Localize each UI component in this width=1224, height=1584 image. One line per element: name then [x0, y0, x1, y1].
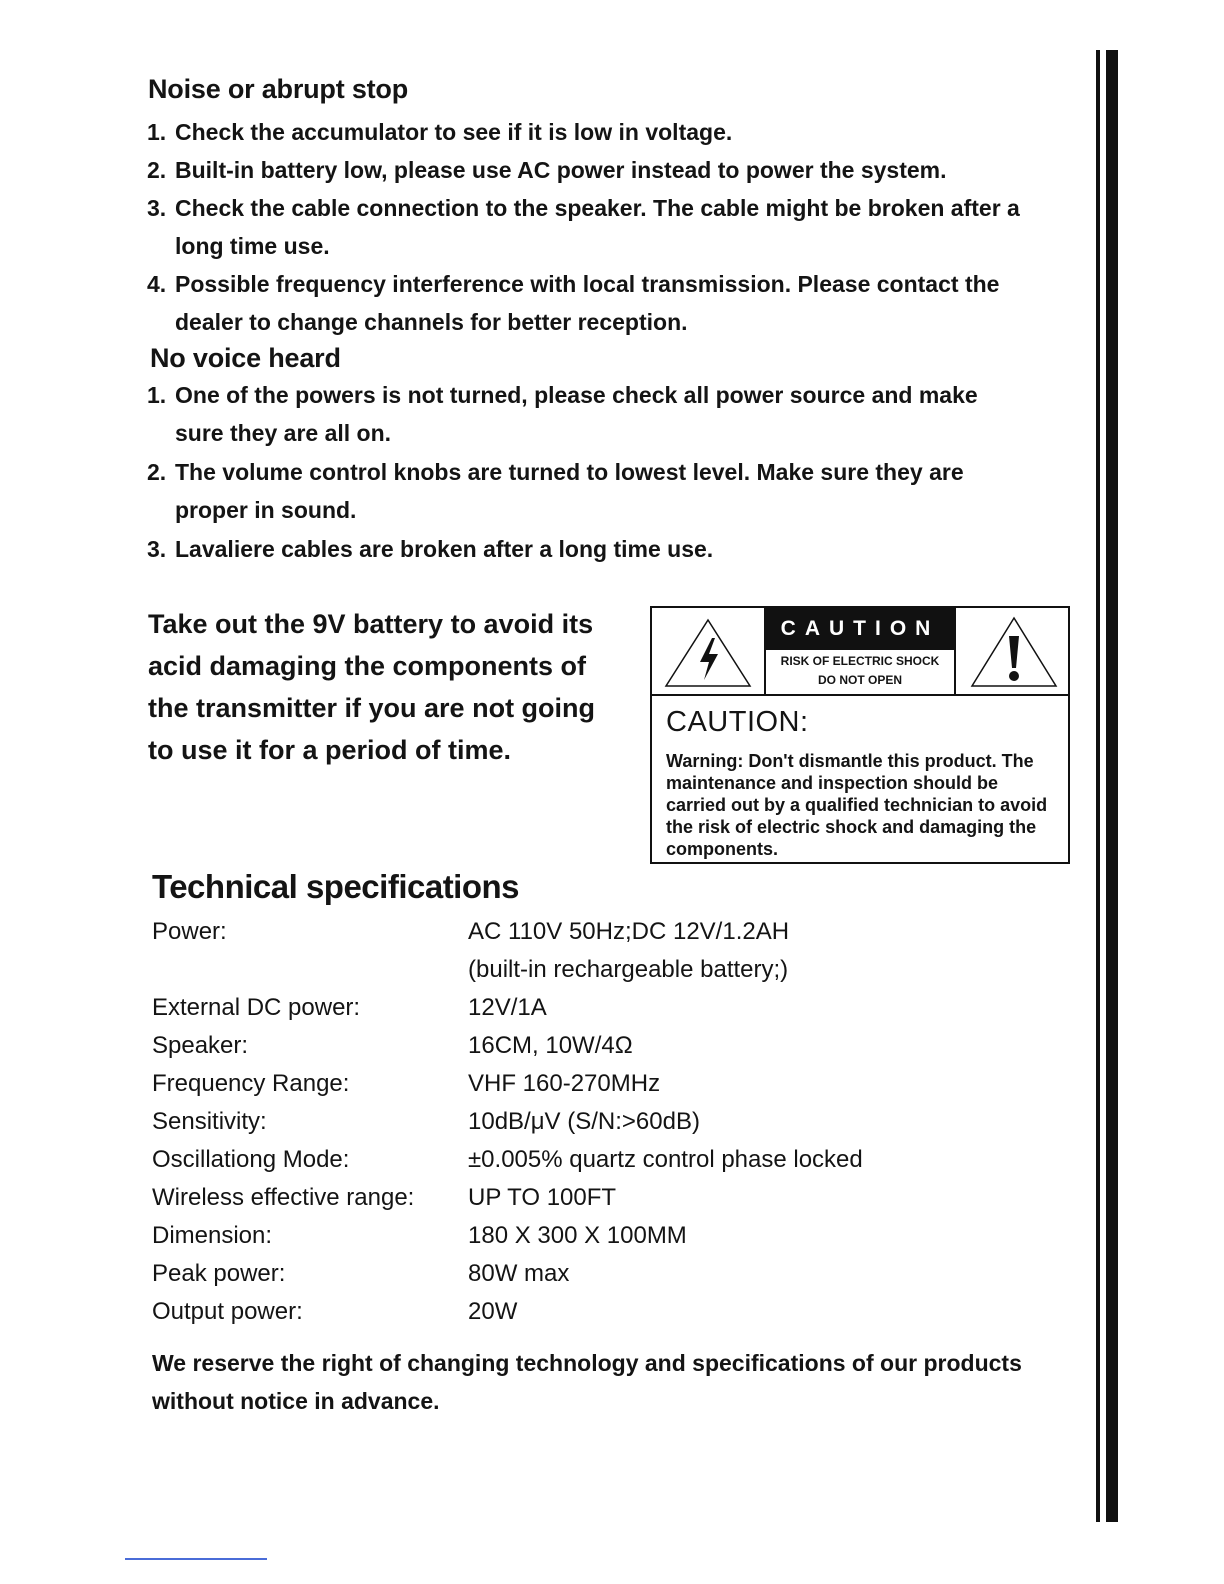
- list-item: [147, 189, 1087, 265]
- spec-label: Dimension:: [152, 1222, 273, 1249]
- footer-line: We reserve the right of changing technology and specifications of our products: [152, 1350, 1022, 1376]
- list-text: The volume control knobs are turned to lowest level. Make sure they are: [175, 459, 964, 485]
- list-number: 1.: [147, 119, 167, 145]
- caution-mid-cell: [766, 608, 956, 694]
- spec-value: VHF 160-270MHz: [468, 1070, 661, 1097]
- caution-warning-text: Warning: Don't dismantle this product. The maintenance and inspection should be carried out by a qualified technician to avoid the risk of electric shock and damaging the components.: [666, 751, 1048, 859]
- caution-sub-line: RISK OF ELECTRIC SHOCK: [780, 654, 940, 668]
- spec-label: Speaker:: [152, 1032, 249, 1059]
- footer-notice: [152, 1344, 1082, 1420]
- heading-no-voice: No voice heard: [150, 343, 341, 373]
- electric-shock-warning-icon: [652, 608, 764, 694]
- spec-value: ±0.005% quartz control phase locked: [468, 1146, 863, 1173]
- list-number: 2.: [147, 157, 167, 183]
- battery-note-line: to use it for a period of time.: [148, 735, 512, 765]
- battery-note-line: Take out the 9V battery to avoid its: [148, 609, 594, 639]
- list-text-continued: long time use.: [175, 233, 330, 259]
- caution-left-cell: [652, 608, 766, 694]
- list-item: [147, 265, 1087, 341]
- list-text: Built-in battery low, please use AC power instead to power the system.: [175, 157, 947, 183]
- list-text-continued: sure they are all on.: [175, 420, 392, 446]
- spec-value: 20W: [468, 1298, 518, 1325]
- spec-value: UP TO 100FT: [468, 1184, 617, 1211]
- list-number: 3.: [147, 536, 167, 562]
- list-item: [147, 113, 1087, 151]
- list-text: Check the cable connection to the speaker. The cable might be broken after a: [175, 195, 1020, 221]
- list-item: [147, 530, 1087, 568]
- list-number: 3.: [147, 195, 167, 221]
- caution-band: CAUTION: [766, 608, 954, 650]
- spec-label: Output power:: [152, 1298, 303, 1325]
- spec-label: Oscillationg Mode:: [152, 1146, 350, 1173]
- battery-note-line: the transmitter if you are not going: [148, 693, 596, 723]
- spec-label: Peak power:: [152, 1260, 286, 1287]
- heading-noise: Noise or abrupt stop: [148, 74, 409, 104]
- list-text: One of the powers is not turned, please check all power source and make: [175, 382, 978, 408]
- list-text-continued: proper in sound.: [175, 497, 357, 523]
- exclamation-warning-icon: [956, 608, 1068, 694]
- caution-sub-line: DO NOT OPEN: [817, 673, 902, 687]
- spec-label: Wireless effective range:: [152, 1184, 415, 1211]
- spec-value: 12V/1A: [468, 994, 547, 1021]
- caution-right-cell: [956, 608, 1068, 694]
- spec-value: 80W max: [468, 1260, 570, 1287]
- spec-value: 180 X 300 X 100MM: [468, 1222, 687, 1249]
- spec-value: 10dB/μV (S/N:>60dB): [468, 1108, 700, 1135]
- list-item: [147, 376, 1087, 452]
- caution-title: CAUTION:: [666, 706, 809, 738]
- list-item: [147, 151, 1087, 189]
- battery-note-line: acid damaging the components of: [148, 651, 587, 681]
- spec-value: AC 110V 50Hz;DC 12V/1.2AH: [468, 918, 790, 945]
- page-edge-bar-thin: [1096, 50, 1100, 1522]
- caution-label-strip: [652, 608, 1068, 696]
- bottom-rule: [125, 1558, 267, 1560]
- list-number: 4.: [147, 271, 167, 297]
- list-text-continued: dealer to change channels for better reception.: [175, 309, 688, 335]
- specs-title: Technical specifications: [152, 868, 520, 905]
- list-number: 2.: [147, 459, 167, 485]
- list-number: 1.: [147, 382, 167, 408]
- spec-value: (built-in rechargeable battery;): [468, 956, 789, 983]
- spec-label: Power:: [152, 918, 227, 945]
- spec-label: Sensitivity:: [152, 1108, 267, 1135]
- page-edge-bar-thick: [1106, 50, 1118, 1522]
- list-text: Check the accumulator to see if it is low in voltage.: [175, 119, 733, 145]
- caution-sub-text: [766, 652, 954, 690]
- list-text: Lavaliere cables are broken after a long time use.: [175, 536, 714, 562]
- footer-line: without notice in advance.: [152, 1388, 440, 1414]
- caution-box: [650, 606, 1070, 864]
- battery-note: [148, 603, 638, 771]
- list-text: Possible frequency interference with local transmission. Please contact the: [175, 271, 1000, 297]
- spec-label: Frequency Range:: [152, 1070, 350, 1097]
- list-item: [147, 453, 1087, 529]
- spec-label: External DC power:: [152, 994, 361, 1021]
- spec-value: 16CM, 10W/4Ω: [468, 1032, 633, 1059]
